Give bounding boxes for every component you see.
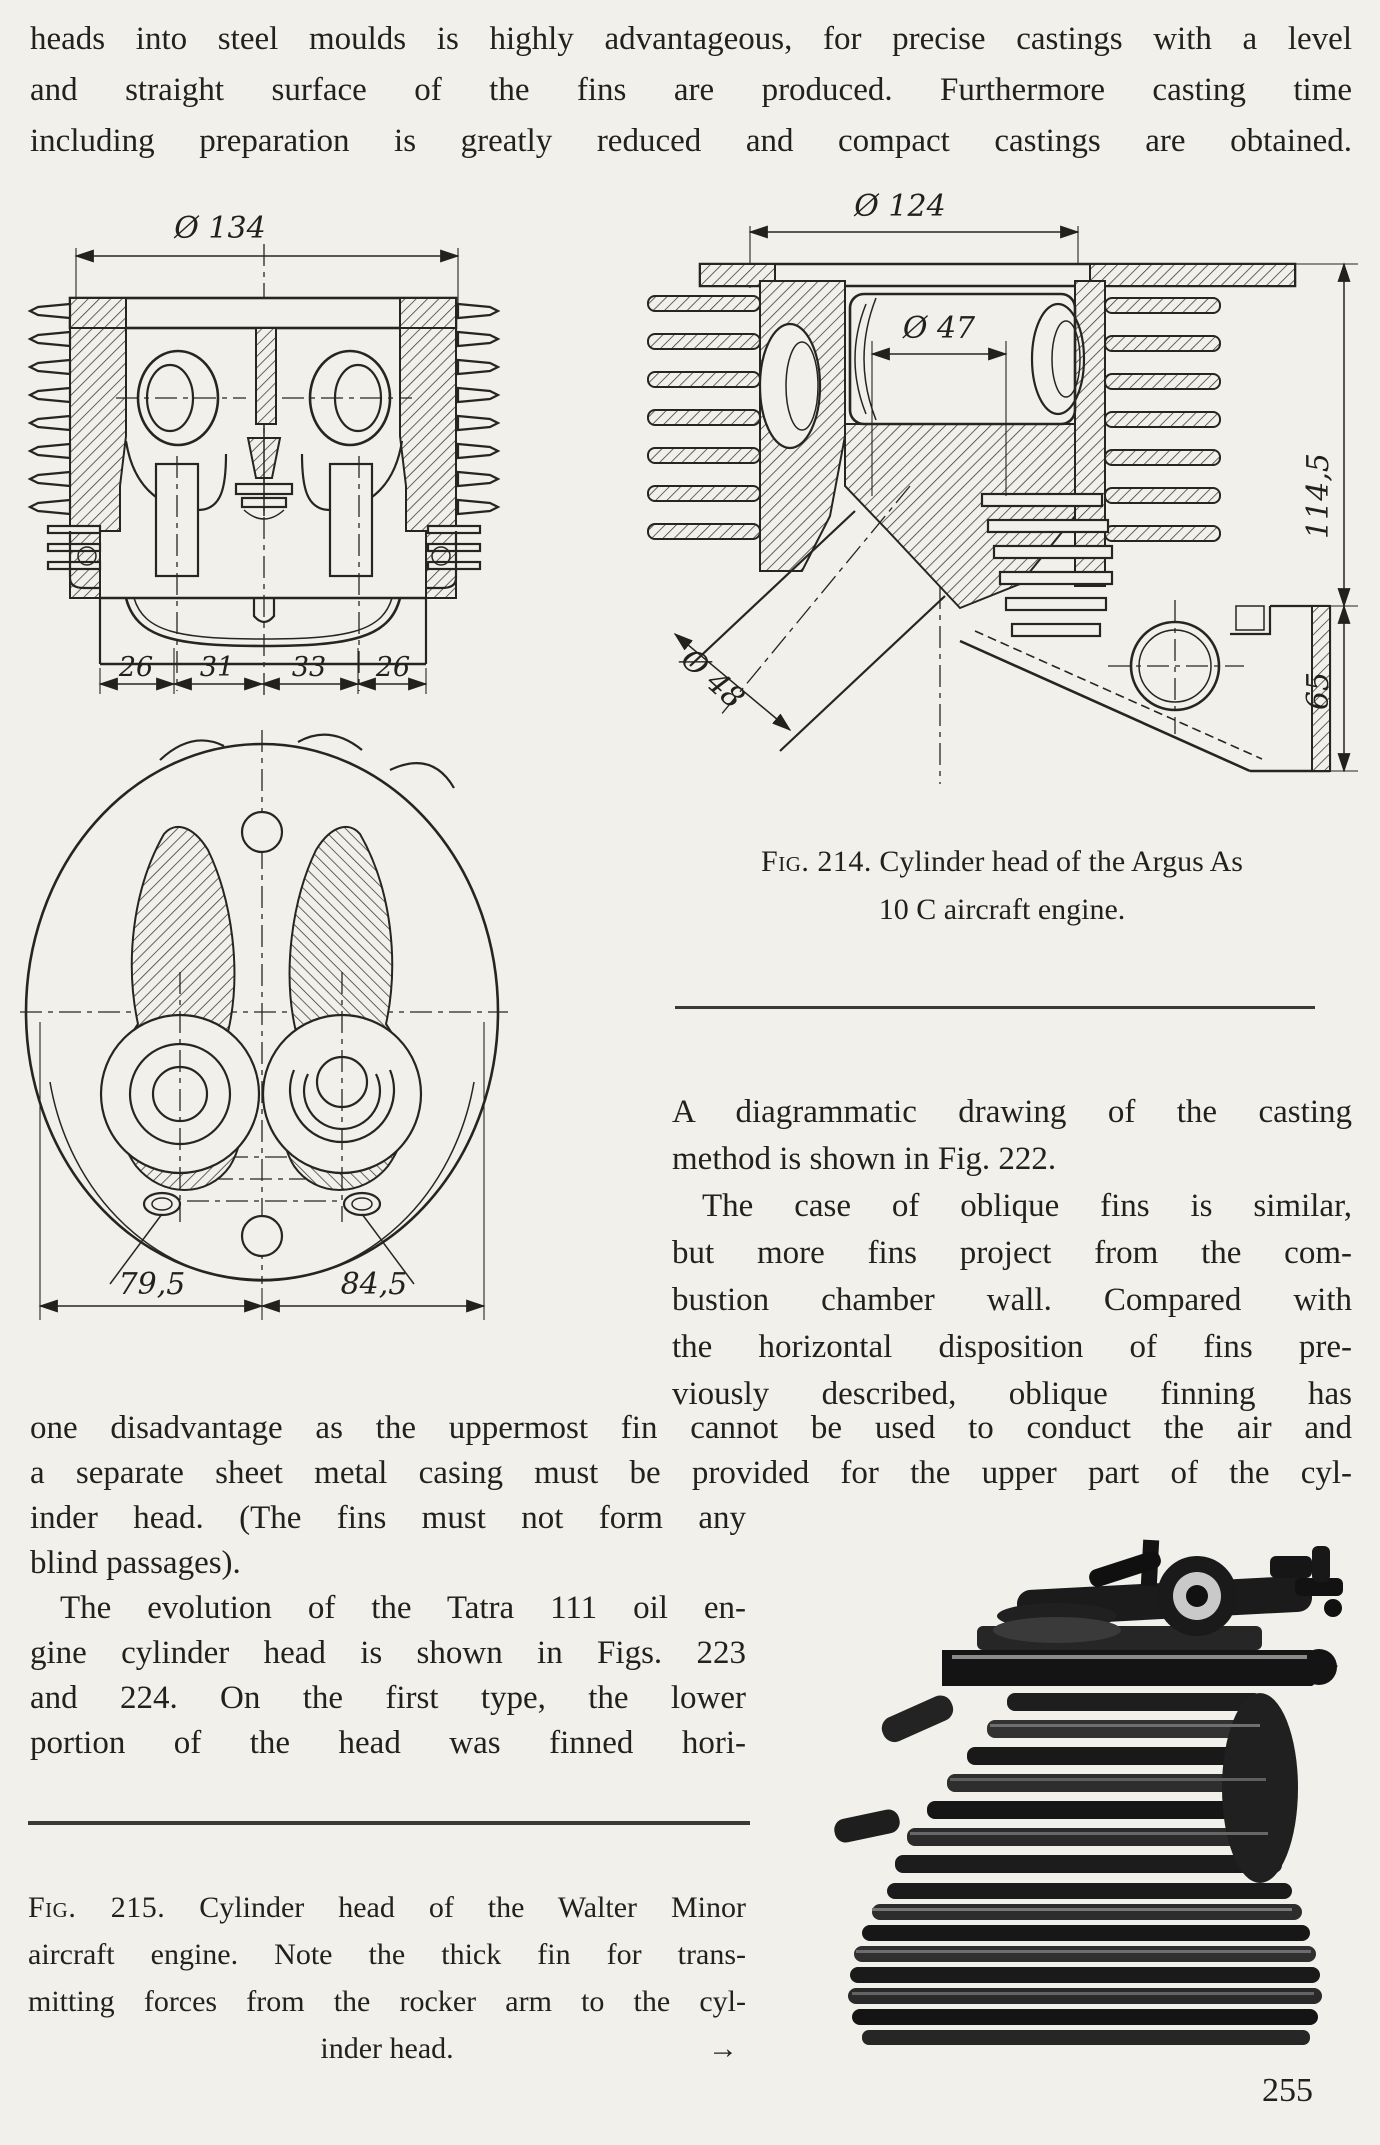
dim-label-79-5: 79,5 <box>118 1267 186 1302</box>
text-line: method is shown in Fig. 222. <box>672 1141 1057 1177</box>
text-line: The case of oblique fins is similar, <box>702 1188 1352 1224</box>
text-line: bustion chamber wall. Compared with <box>672 1282 1352 1318</box>
dim-label-134: Ø 134 <box>174 211 266 246</box>
section-rule-right <box>675 1006 1315 1009</box>
dimension-diameter-134 <box>76 211 458 304</box>
fig214-caption <box>672 838 1332 934</box>
fig215-caption-line1 <box>28 1884 746 1931</box>
fig214-caption-text: Cylinder head of the Argus As <box>879 845 1243 878</box>
text-line: The evolution of the Tatra 111 oil en- <box>60 1590 746 1626</box>
text-line: portion of the head was finned hori- <box>30 1725 746 1761</box>
cooling-fins-left-side <box>648 296 760 539</box>
dim-label-48: Ø 48 <box>673 641 751 717</box>
intro-paragraph <box>30 14 1352 167</box>
photo-base-fins <box>848 1883 1322 2045</box>
text-line: a separate sheet metal casing must be provided for the upper part of the cyl- <box>30 1455 1352 1491</box>
fig215-caption <box>28 1884 746 2072</box>
text-line: one disadvantage as the uppermost fin cannot be used to conduct the air and <box>30 1410 1352 1446</box>
dim-label-33: 33 <box>291 652 327 683</box>
fig214-front-section-drawing <box>8 186 520 702</box>
text-line: inder head. (The fins must not form any <box>30 1500 746 1536</box>
dimension-bottom-widths <box>100 648 426 694</box>
dim-label-26-right: 26 <box>375 652 411 683</box>
dim-label-47: Ø 47 <box>902 311 976 346</box>
dim-label-26-left: 26 <box>118 652 154 683</box>
dim-label-84-5: 84,5 <box>340 1267 408 1302</box>
dim-label-114-5: 114,5 <box>1301 453 1336 539</box>
dim-label-65: 65 <box>1301 671 1336 711</box>
port-opening-left <box>101 827 259 1222</box>
fig214-plan-view-drawing <box>12 722 516 1346</box>
lower-flange <box>70 531 456 664</box>
fig215-caption-end: inder head. <box>320 2032 454 2065</box>
text-line: A diagrammatic drawing of the casting <box>672 1094 1352 1130</box>
fig214-caption-line1 <box>672 838 1332 886</box>
text-line: blind passages). <box>30 1545 241 1581</box>
dim-label-31: 31 <box>199 652 235 683</box>
fig214-side-section-drawing <box>630 186 1374 790</box>
text-line: but more fins project from the com- <box>672 1235 1352 1271</box>
dimension-height-right <box>1254 264 1358 771</box>
port-opening-right <box>263 827 421 1222</box>
valve-port-left <box>116 351 246 445</box>
text-line: viously described, oblique finning has <box>672 1376 1352 1412</box>
fig215-caption-line3: mitting forces from the rocker arm to the cyl- <box>28 1985 746 2018</box>
fig215-caption-line2: aircraft engine. Note the thick fin for trans- <box>28 1938 746 1971</box>
cooling-fins-right-side <box>1105 298 1220 541</box>
text-line: including preparation is greatly reduced and compact castings are obtained. <box>30 123 1352 159</box>
text-line: heads into steel moulds is highly advantageous, for precise castings with a level <box>30 21 1352 57</box>
photo-intake-stubs <box>832 1692 957 1845</box>
valve-port-right <box>282 351 412 445</box>
fig214-label: Fig. 214. <box>761 845 872 878</box>
fig215-label: Fig. 215. <box>28 1891 166 1924</box>
fig214-caption-line2: 10 C aircraft engine. <box>878 893 1126 926</box>
fig215-caption-text: Cylinder head of the Walter Minor <box>199 1891 747 1924</box>
text-line: gine cylinder head is shown in Figs. 223 <box>30 1635 746 1671</box>
text-line: and straight surface of the fins are produced. Furthermore casting time <box>30 72 1352 108</box>
full-width-text <box>30 1406 1352 1496</box>
right-arrow-glyph: → <box>708 2032 738 2065</box>
page-number: 255 <box>1262 2072 1313 2109</box>
right-column-text <box>672 1089 1352 1418</box>
fig215-caption-line4 <box>28 2025 746 2072</box>
photo-cone-fins <box>895 1693 1298 1883</box>
text-line: the horizontal disposition of fins pre- <box>672 1329 1352 1365</box>
section-rule-left <box>28 1821 750 1825</box>
fig215-photo-walter-minor-cylinder-head <box>792 1488 1352 2068</box>
left-column-text <box>30 1496 746 1766</box>
text-line: and 224. On the first type, the lower <box>30 1680 746 1716</box>
dim-label-124: Ø 124 <box>854 189 946 224</box>
